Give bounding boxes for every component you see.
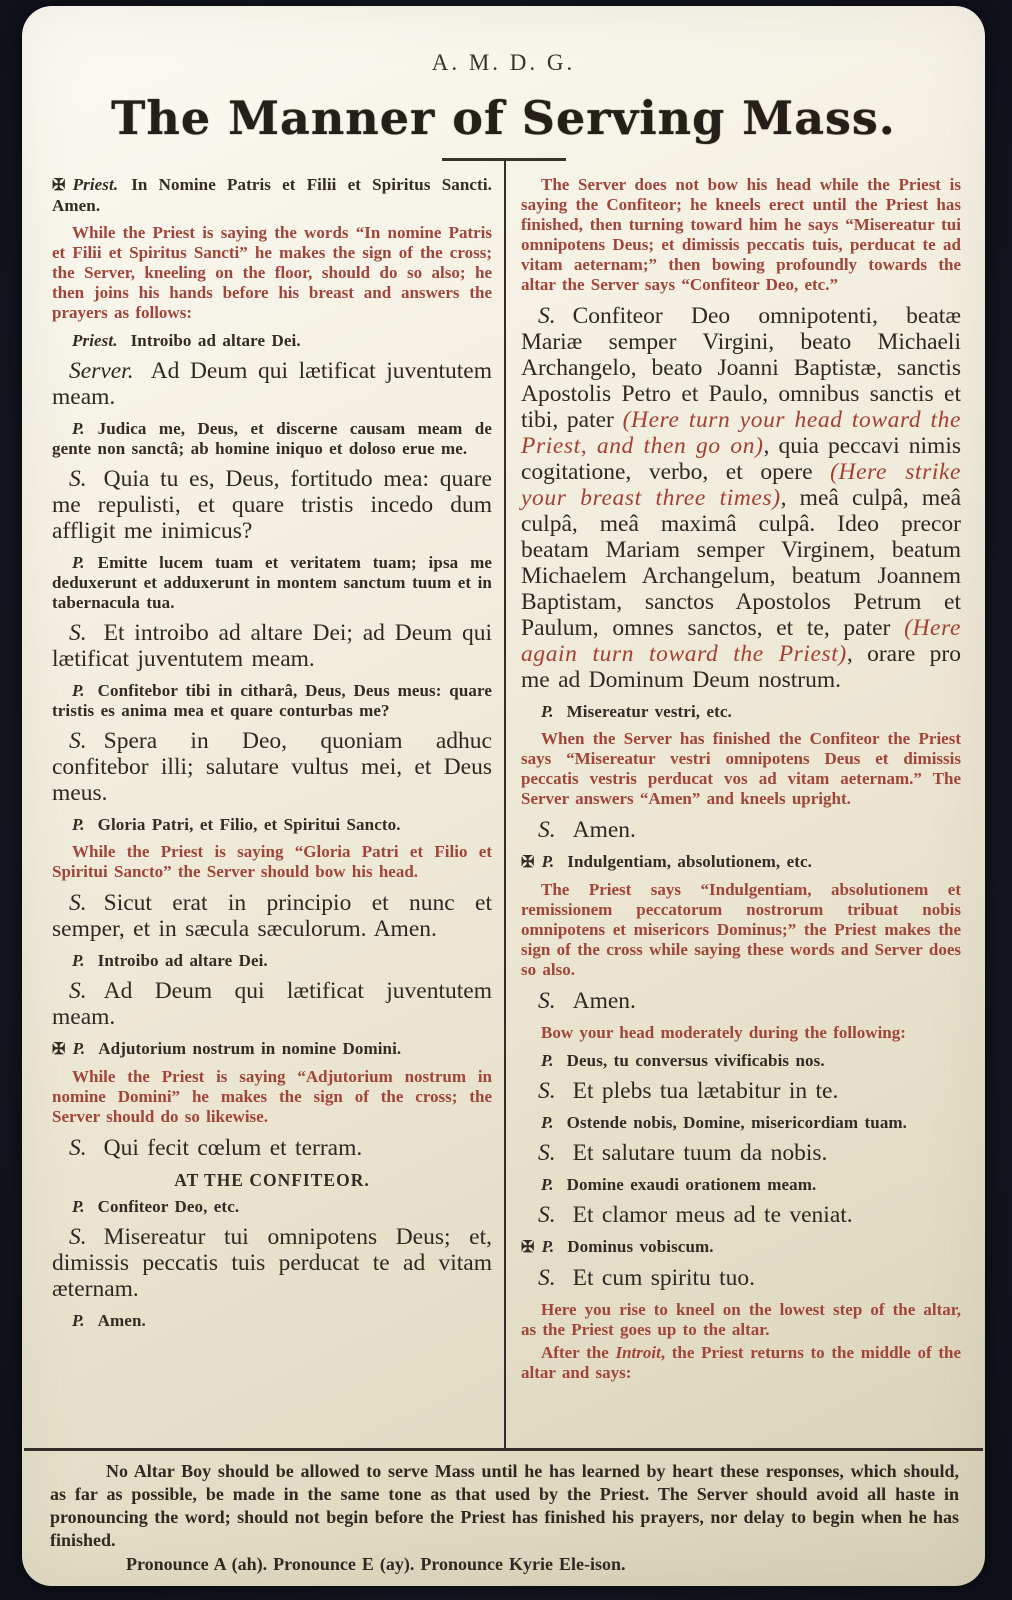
- left-block-4-verse-sm: [52, 419, 492, 459]
- right-block-17-rubric: [521, 1300, 961, 1340]
- text-segment: Amen.: [572, 817, 636, 844]
- card-footer: [22, 1448, 985, 1586]
- right-block-9-verse-sm: [521, 1051, 961, 1071]
- right-block-15-verse-sm: [521, 1237, 961, 1258]
- speaker-label: P.: [72, 1197, 85, 1217]
- text-segment: Ad Deum qui lætificat juventutem meam.: [52, 358, 492, 411]
- left-block-17-verse-lg: [52, 1135, 492, 1161]
- text-segment: Spera in Deo, quoniam adhuc confitebor illi; salutare vultus mei, et Deus meus.: [52, 728, 492, 807]
- speaker-label: P.: [72, 951, 85, 971]
- text-segment: (Here turn your head toward the Priest, and then go on): [521, 407, 961, 460]
- text-segment: While the Priest is saying “Adjutorium nostrum in nomine Domini” he makes the sign of the cross; the Server should do so likewise.: [52, 1067, 492, 1127]
- right-block-0-rubric: [521, 175, 961, 295]
- text-segment: Emitte lucem tuam et veritatem tuam; ipsa me deduxerunt et adduxerunt in montem sanctum tuum et in tabernacula tua.: [52, 553, 492, 613]
- text-segment: Confiteor Deo omnipotenti, beatæ Mariæ semper Virgini, beato Michaeli Archangelo, beato Joanni Baptistæ, sanctis Apostolis Petro et Paulo, omnibus sanctis et tibi, pater: [521, 303, 961, 434]
- text-segment: Confitebor tibi in citharâ, Deus, Deus meus: quare tristis es anima mea et quare conturbas me?: [52, 681, 492, 721]
- speaker-label: S.: [538, 1140, 556, 1167]
- text-segment: , quia peccavi nimis cogitatione, verbo, et opere: [521, 433, 961, 486]
- text-segment: Here you rise to kneel on the lowest step of the altar, as the Priest goes up to the altar.: [521, 1300, 961, 1340]
- text-segment: Misereatur vestri, etc.: [566, 702, 732, 722]
- text-segment: Misereatur tui omnipotens Deus; et, dimissis peccatis tuis perducat te ad vitam æternam.: [52, 1224, 492, 1303]
- text-segment: Quia tu es, Deus, fortitudo mea: quare me repulisti, et quare tristis incedo dum affligit me inimicus?: [52, 466, 492, 545]
- right-column: [506, 161, 961, 1448]
- right-block-13-verse-sm: [521, 1175, 961, 1195]
- left-block-11-rubric: [52, 842, 492, 882]
- amdg-motto: A. M. D. G.: [431, 50, 576, 75]
- speaker-label: P.: [72, 419, 85, 439]
- left-block-2-verse-sm: [52, 331, 492, 351]
- speaker-label: S.: [538, 817, 556, 844]
- text-segment: , the Priest returns to the middle of the altar and says:: [521, 1343, 961, 1383]
- text-segment: Ad Deum qui lætificat juventutem meam.: [52, 978, 492, 1031]
- left-block-15-verse-sm: [52, 1039, 492, 1060]
- speaker-label: P.: [541, 1175, 554, 1195]
- text-segment: Bow your head moderately during the following:: [541, 1023, 906, 1043]
- card-header: [22, 6, 985, 161]
- right-block-4-verse-lg: [521, 817, 961, 843]
- text-segment: Adjutorium nostrum in nomine Domini.: [98, 1039, 402, 1059]
- text-segment: The Server does not bow his head while the Priest is saying the Confiteor; he kneels erect until the Priest has finished, then turning toward him he says “Misereatur tui omnipotens Deus; et dimissis peccatis tuis, perducat te ad vitam aeternam;” then bowing profoundly towards the altar the Server says “Confiteor Deo, etc.”: [521, 175, 961, 295]
- text-segment: Et introibo ad altare Dei; ad Deum qui lætificat juventutem meam.: [52, 620, 492, 673]
- text-segment: Sicut erat in principio et nunc et semper, et in sæcula sæculorum. Amen.: [52, 890, 492, 943]
- left-block-6-verse-sm: [52, 553, 492, 613]
- cross-icon: ✠: [52, 177, 66, 195]
- text-segment: Introibo ad altare Dei.: [130, 331, 301, 351]
- speaker-label: P.: [541, 1237, 555, 1257]
- speaker-label: S.: [69, 890, 87, 917]
- speaker-label: S.: [538, 1202, 556, 1229]
- left-block-5-verse-lg: [52, 466, 492, 544]
- text-segment: Amen.: [97, 1311, 146, 1331]
- cross-icon: ✠: [521, 854, 535, 872]
- right-block-12-verse-lg: [521, 1140, 961, 1166]
- text-segment: Et clamor meus ad te veniat.: [572, 1202, 853, 1229]
- speaker-label: P.: [72, 553, 85, 573]
- text-segment: Qui fecit cœlum et terram.: [103, 1135, 363, 1162]
- text-segment: Et salutare tuum da nobis.: [572, 1140, 828, 1167]
- footer-text: [22, 1451, 985, 1586]
- right-block-14-verse-lg: [521, 1202, 961, 1228]
- left-block-10-verse-sm: [52, 815, 492, 835]
- text-segment: , orare pro me ad Dominum Deum nostrum.: [521, 641, 961, 694]
- speaker-label: Priest.: [72, 331, 118, 351]
- speaker-label: P.: [541, 852, 555, 872]
- text-segment: , meâ culpâ, meâ culpâ, meâ maximâ culpâ. Ideo precor beatam Mariam semper Virginem, beatum Michaelem Archangelum, beatum Joannem Baptistam, sanctos Apostolos Petrum et Paulum, omnes sanctos, et te, pater: [521, 485, 961, 642]
- speaker-label: S.: [69, 1135, 87, 1162]
- speaker-label: P.: [541, 1113, 554, 1133]
- text-segment: Confiteor Deo, etc.: [97, 1197, 240, 1217]
- two-column-text: [22, 161, 985, 1448]
- speaker-label: S.: [538, 988, 556, 1015]
- left-block-12-verse-lg: [52, 890, 492, 942]
- speaker-label: S.: [69, 620, 87, 647]
- page-title: The Manner of Serving Mass.: [111, 91, 896, 145]
- left-column: [52, 161, 504, 1448]
- text-segment: Gloria Patri, et Filio, et Spiritui Sancto.: [97, 815, 401, 835]
- right-block-16-verse-lg: [521, 1265, 961, 1291]
- left-block-19-verse-sm: [52, 1197, 492, 1217]
- text-segment: Ostende nobis, Domine, misericordiam tuam.: [566, 1113, 908, 1133]
- text-segment: Indulgentiam, absolutionem, etc.: [567, 852, 813, 872]
- right-block-8-rubric: [521, 1023, 961, 1043]
- speaker-label: S.: [538, 1078, 556, 1105]
- speaker-label: Priest.: [72, 175, 119, 195]
- text-segment: After the: [541, 1343, 616, 1363]
- text-segment: Introit: [615, 1343, 661, 1363]
- left-block-20-verse-lg: [52, 1224, 492, 1302]
- right-block-7-verse-lg: [521, 988, 961, 1014]
- left-block-3-verse-lg: [52, 358, 492, 410]
- left-block-14-verse-lg: [52, 978, 492, 1030]
- left-block-16-rubric: [52, 1067, 492, 1127]
- text-segment: Et plebs tua lætabitur in te.: [572, 1078, 839, 1105]
- speaker-label: P.: [72, 681, 85, 701]
- text-segment: AT THE CONFITEOR.: [174, 1170, 370, 1191]
- text-segment: Et cum spiritu tuo.: [572, 1265, 756, 1292]
- right-block-6-rubric: [521, 880, 961, 980]
- text-segment: Deus, tu conversus vivificabis nos.: [566, 1051, 825, 1071]
- speaker-label: P.: [72, 815, 85, 835]
- left-block-0-verse-sm: [52, 175, 492, 216]
- left-block-13-verse-sm: [52, 951, 492, 971]
- left-block-9-verse-lg: [52, 728, 492, 806]
- text-segment: While the Priest is saying “Gloria Patri et Filio et Spiritui Sancto” the Server should bow his head.: [52, 842, 492, 882]
- speaker-label: P.: [541, 1051, 554, 1071]
- right-block-2-verse-sm: [521, 702, 961, 722]
- left-block-21-verse-sm: [52, 1311, 492, 1331]
- prayer-card: [22, 6, 985, 1586]
- text-segment: The Priest says “Indulgentiam, absolutionem et remissionem peccatorum nostrorum tribuat nobis omnipotens et misericors Dominus;” the Priest makes the sign of the cross while saying these words and Server does so also.: [521, 880, 961, 980]
- footer-pronunciation: Pronounce A (ah). Pronounce E (ay). Pronounce Kyrie Ele-ison.: [126, 1554, 626, 1574]
- footer-note: No Altar Boy should be allowed to serve Mass until he has learned by heart these responses, which should, as far as possible, be made in the same tone as that used by the Priest. The Server should avoid all haste in pronouncing the word; should not begin before the Priest has finished his prayers, nor delay to begin when he has finished.: [50, 1461, 959, 1550]
- right-block-11-verse-sm: [521, 1113, 961, 1133]
- speaker-label: S.: [69, 978, 87, 1005]
- text-segment: (Here strike your breast three times): [521, 459, 961, 512]
- text-segment: Amen.: [572, 988, 636, 1015]
- text-segment: While the Priest is saying the words “In nomine Patris et Filii et Spiritus Sancti” he makes the sign of the cross; the Server, kneeling on the floor, should do so also; he then joins his hands before his breast and answers the prayers as follows:: [52, 223, 492, 323]
- speaker-label: S.: [538, 1265, 556, 1292]
- right-block-3-rubric: [521, 729, 961, 809]
- speaker-label: P.: [541, 702, 554, 722]
- left-block-1-rubric: [52, 223, 492, 323]
- text-segment: Introibo ad altare Dei.: [97, 951, 268, 971]
- speaker-label: P.: [72, 1039, 86, 1059]
- text-segment: Dominus vobiscum.: [567, 1237, 714, 1257]
- text-segment: In Nomine Patris et Filii et Spiritus Sancti. Amen.: [52, 175, 492, 216]
- text-segment: When the Server has finished the Confiteor the Priest says “Misereatur vestri omnipotens Deus et dimissis peccatis vestris perducat vos ad vitam aeternam.” The Server answers “Amen” and kneels upright.: [521, 729, 961, 809]
- left-block-8-verse-sm: [52, 681, 492, 721]
- speaker-label: S.: [69, 466, 87, 493]
- speaker-label: S.: [69, 728, 87, 755]
- text-segment: (Here again turn toward the Priest): [521, 615, 961, 668]
- speaker-label: S.: [538, 303, 556, 330]
- text-segment: Domine exaudi orationem meam.: [566, 1175, 817, 1195]
- left-block-7-verse-lg: [52, 620, 492, 672]
- speaker-label: P.: [72, 1311, 85, 1331]
- cross-icon: ✠: [521, 1239, 535, 1257]
- cross-icon: ✠: [52, 1041, 66, 1059]
- speaker-label: Server.: [69, 358, 134, 385]
- right-block-18-rubric: [521, 1343, 961, 1383]
- left-block-18-heading: [52, 1170, 492, 1191]
- text-segment: Judica me, Deus, et discerne causam meam de gente non sanctâ; ab homine iniquo et doloso erue me.: [52, 419, 492, 459]
- right-block-5-verse-sm: [521, 852, 961, 873]
- right-block-1-verse-lg: [521, 303, 961, 693]
- right-block-10-verse-lg: [521, 1078, 961, 1104]
- speaker-label: S.: [69, 1224, 87, 1251]
